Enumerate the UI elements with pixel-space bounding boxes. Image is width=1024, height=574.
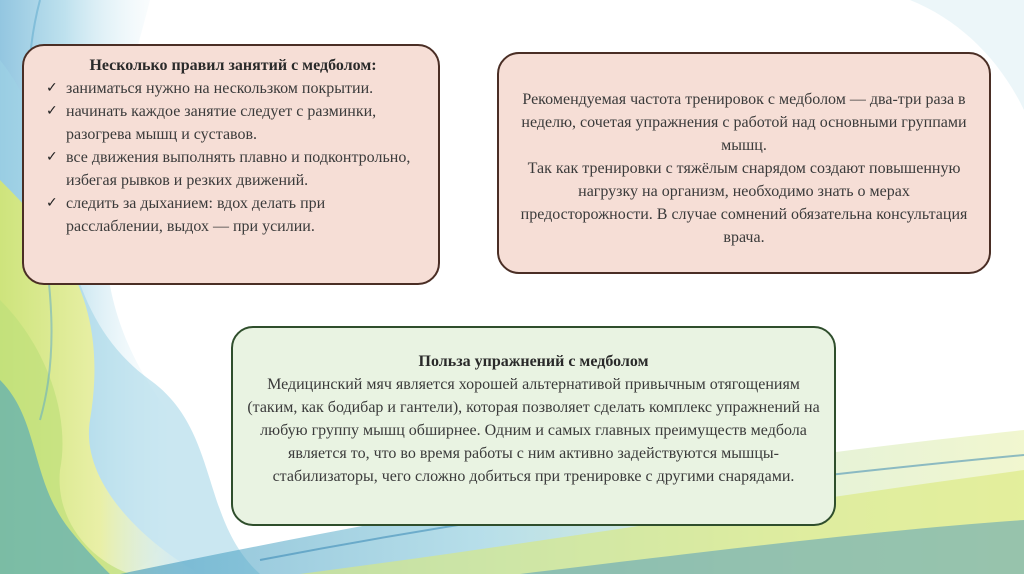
rule-text: заниматься нужно на нескользком покрытии. [66, 80, 374, 97]
list-item [42, 100, 424, 146]
benefit-text: Медицинский мяч является хорошей альтернативой привычным отягощениям (таким, как бодибар и гантели), которая позволяет сделать комплекс упражнений на любую группу мышц обширнее. Одним и самых главных преимуществ медбола является то, что во время работы с ним активно задействуются мышцы-стабилизаторы, чего сложно добиться при тренировке с другими снарядами. [247, 376, 820, 485]
safety-paragraph: Так как тренировки с тяжёлым снарядом создают повышенную нагрузку на организм, необходимо знать о мерах предосторожности. В случае сомнений обязательна консультация врача. [520, 160, 968, 246]
benefit-title: Польза упражнений с медболом [418, 353, 649, 370]
rule-text: все движения выполнять плавно и подконтрольно, избегая рывков и резких движений. [66, 149, 411, 189]
rules-title: Несколько правил занятий с медболом: [89, 57, 377, 74]
rule-text: следить за дыханием: вдох делать при расслаблении, выдох — при усилии. [66, 195, 326, 235]
frequency-box [497, 52, 991, 274]
list-item [42, 146, 424, 192]
rules-box [22, 44, 440, 285]
rules-list [42, 77, 424, 238]
list-item [42, 77, 424, 100]
checkmark-icon: ✓ [46, 195, 58, 211]
checkmark-icon: ✓ [46, 149, 58, 165]
rule-text: начинать каждое занятие следует с разминки, разогрева мышц и суставов. [66, 103, 377, 143]
frequency-paragraph: Рекомендуемая частота тренировок с медболом — два-три раза в неделю, сочетая упражнения с работой над основными группами мышц. [521, 91, 967, 154]
benefit-box [231, 326, 836, 526]
list-item [42, 192, 424, 238]
checkmark-icon: ✓ [46, 80, 58, 96]
checkmark-icon: ✓ [46, 103, 58, 119]
